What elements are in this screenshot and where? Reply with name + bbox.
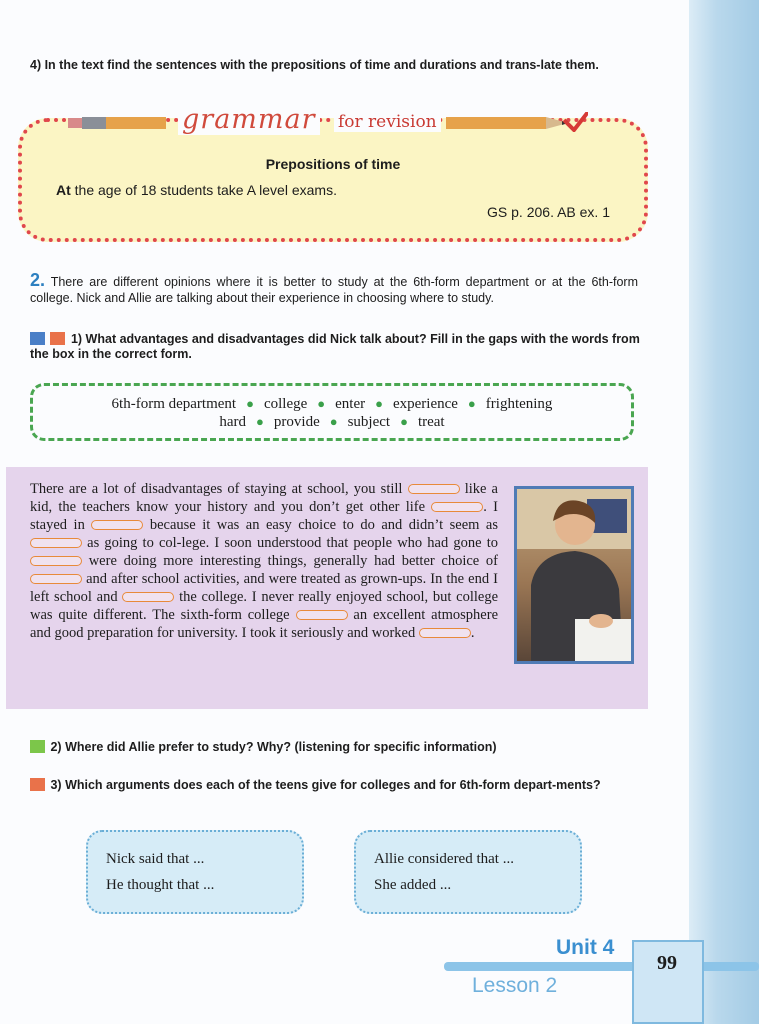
book-icon	[30, 332, 45, 345]
allie-line-2: She added ...	[374, 877, 452, 893]
pencil-task-icon	[50, 332, 65, 345]
lesson-label: Lesson 2	[472, 974, 558, 997]
grammar-reference: GS p. 206. AB ex. 1	[487, 204, 610, 220]
reading-text: There are a lot of disadvantages of staying at school, you still like a kid, the teachers know your history and you don’t get other life . I stayed in because it was an easy choice to do and didn’t seem as as going to col-lege. I soon understood that people who had gone to were doing more interesting things, generally had better choice of and after school activities, and were treated as grown-ups. In the end I left school and the college. I never really enjoyed school, but college was quite different. The sixth-form college an excellent atmosphere and good preparation for university. I took it seriously and worked .	[30, 481, 499, 641]
pencil-task-icon	[30, 778, 45, 791]
grammar-title: grammar	[178, 104, 320, 135]
gap-6[interactable]	[30, 574, 82, 584]
unit-label: Unit 4	[556, 936, 615, 959]
task-number: 2.	[30, 270, 46, 290]
grammar-subtitle: for revision	[334, 112, 441, 132]
allie-bubble	[354, 830, 582, 914]
word-row-1: 6th-form department ● college ● enter ● experience ● frightening	[111, 396, 553, 412]
gap-8[interactable]	[296, 610, 348, 620]
question-4: 4) In the text find the sentences with the prepositions of time and durations and trans-late them.	[30, 58, 599, 72]
audio-icon	[30, 740, 45, 753]
gap-9[interactable]	[419, 628, 471, 638]
gap-7[interactable]	[122, 592, 174, 602]
nick-line-1: Nick said that ...	[106, 851, 205, 867]
word-row-2: hard ● provide ● subject ● treat	[219, 414, 445, 430]
page-number-box	[632, 940, 704, 1024]
question-2-2: 2) Where did Allie prefer to study? Why? (listening for specific information)	[30, 740, 640, 755]
word-box	[30, 383, 634, 441]
gap-3[interactable]	[91, 520, 143, 530]
gap-5[interactable]	[30, 556, 82, 566]
gap-2[interactable]	[431, 502, 483, 512]
grammar-box	[18, 118, 648, 242]
question-2-3: 3) Which arguments does each of the teens give for colleges and for 6th-form depart-ments?	[30, 778, 640, 793]
pencil-icon	[68, 112, 588, 132]
student-photo	[514, 486, 634, 664]
reading-panel	[6, 467, 648, 709]
grammar-example: At the age of 18 students take A level exams.	[56, 182, 337, 198]
footer-rule	[444, 962, 759, 971]
gap-4[interactable]	[30, 538, 82, 548]
page-number: 99	[657, 952, 677, 974]
nick-line-2: He thought that ...	[106, 877, 215, 893]
nick-bubble	[86, 830, 304, 914]
page-edge	[689, 0, 759, 1024]
task-2-intro: 2. There are different opinions where it is better to study at the 6th-form department or at the 6th-form college. Nick and Allie are talking about their experience in choosing where to study.	[30, 270, 638, 305]
grammar-heading: Prepositions of time	[265, 156, 401, 172]
gap-1[interactable]	[408, 484, 460, 494]
question-2-1: 1) What advantages and disadvantages did Nick talk about? Fill in the gaps with the words from the box in the correct form.	[30, 332, 640, 361]
allie-line-1: Allie considered that ...	[374, 851, 514, 867]
